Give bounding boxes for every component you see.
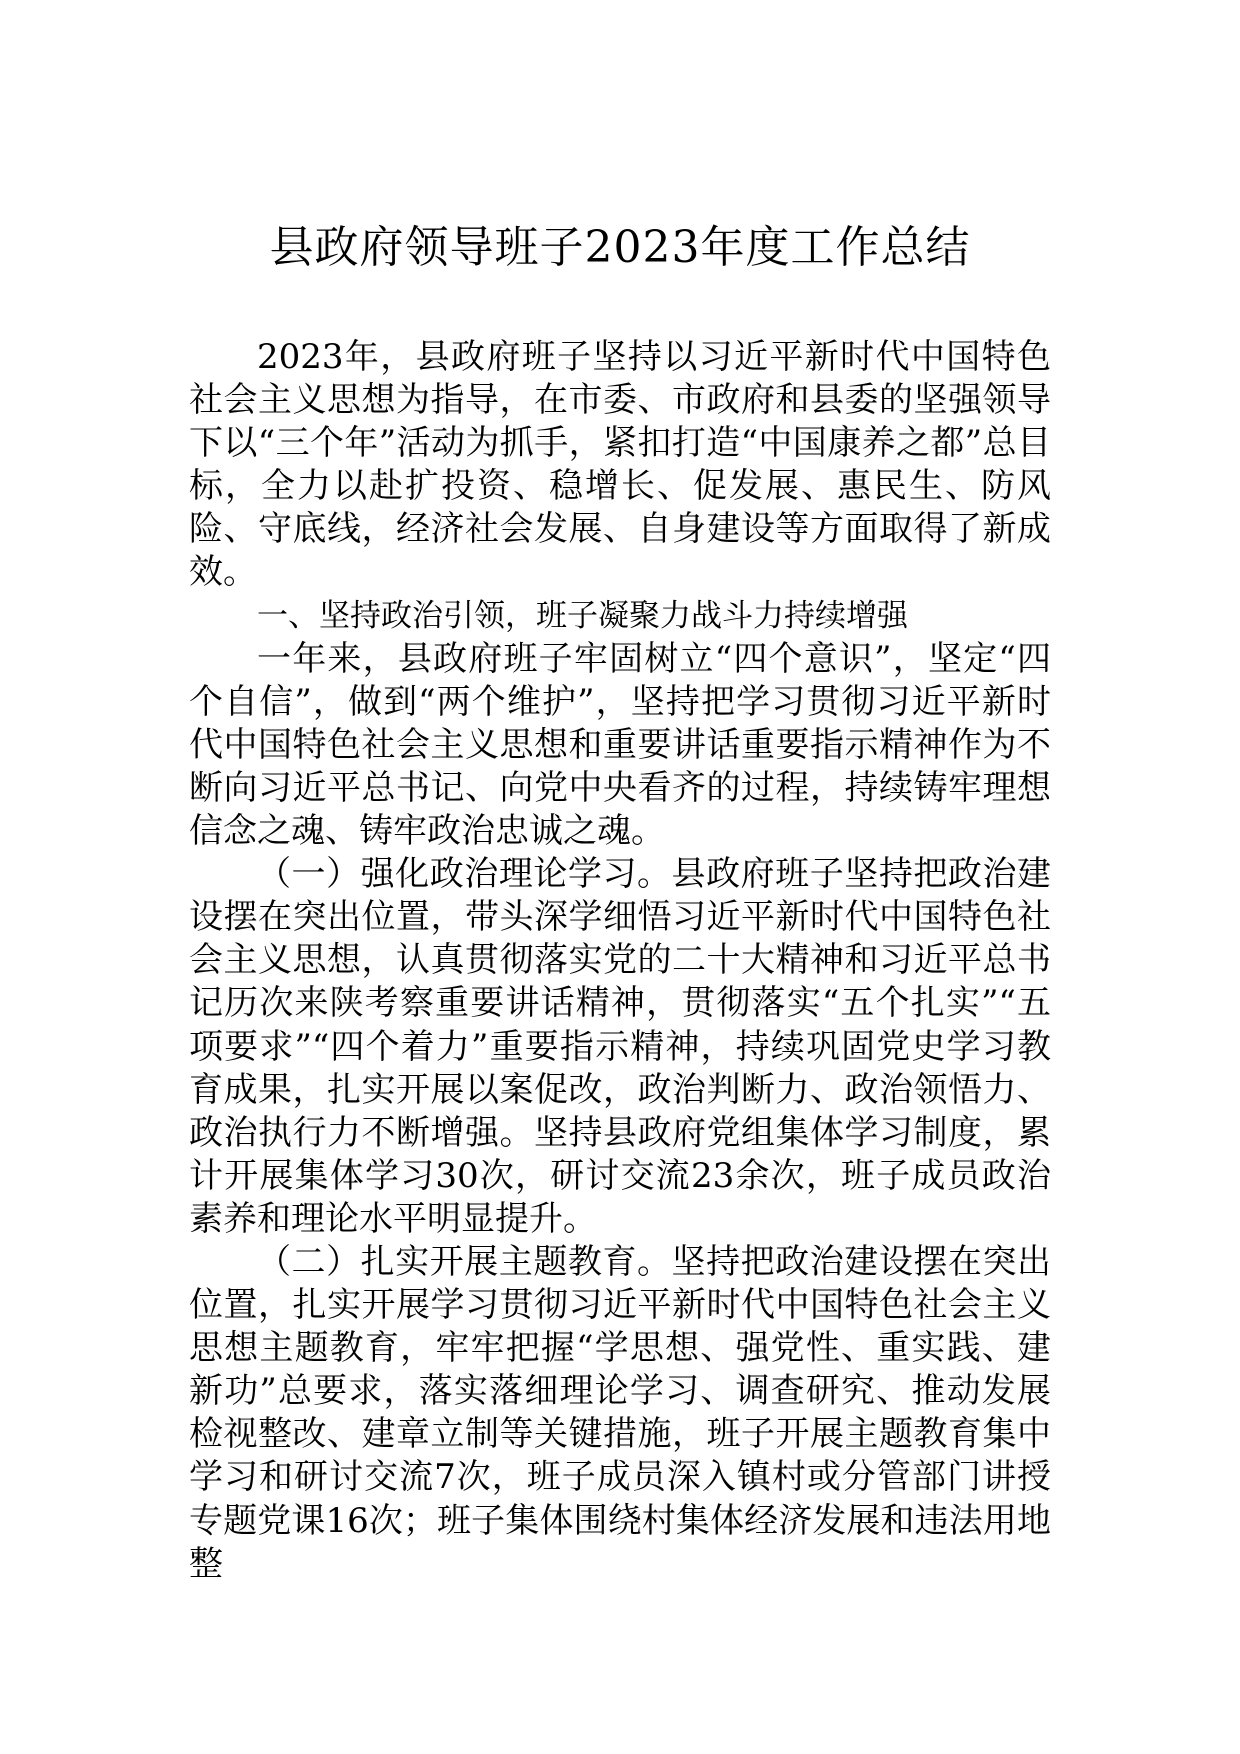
section-heading-1: 一、坚持政治引领，班子凝聚力战斗力持续增强	[257, 597, 908, 634]
document-title: 县政府领导班子2023年度工作总结	[269, 222, 971, 273]
subsection-1-paragraph: （一）强化政治理论学习。县政府班子坚持把政治建设摆在突出位置，带头深学细悟习近平新时代中国特色社会主义思想，认真贯彻落实党的二十大精神和习近平总书记历次来陕考察重要讲话精神，贯彻落实“五个扎实”“五项要求”“四个着力”重要指示精神，持续巩固党史学习教育成果，扎实开展以案促改，政治判断力、政治领悟力、政治执行力不断增强。坚持县政府党组集体学习制度，累计开展集体学习30次，研讨交流23余次，班子成员政治素养和理论水平明显提升。	[189, 854, 1051, 1239]
section-1-paragraph: 一年来，县政府班子牢固树立“四个意识”，坚定“四个自信”，做到“两个维护”，坚持把学习贯彻习近平新时代中国特色社会主义思想和重要讲话重要指示精神作为不断向习近平总书记、向党中央看齐的过程，持续铸牢理想信念之魂、铸牢政治忠诚之魂。	[189, 638, 1051, 852]
intro-paragraph: 2023年，县政府班子坚持以习近平新时代中国特色社会主义思想为指导，在市委、市政府和县委的坚强领导下以“三个年”活动为抓手，紧扣打造“中国康养之都”总目标，全力以赴扩投资、稳增长、促发展、惠民生、防风险、守底线，经济社会发展、自身建设等方面取得了新成效。	[189, 337, 1051, 593]
document-body	[189, 336, 1051, 1586]
subsection-2-paragraph: （二）扎实开展主题教育。坚持把政治建设摆在突出位置，扎实开展学习贯彻习近平新时代中国特色社会主义思想主题教育，牢牢把握“学思想、强党性、重实践、建新功”总要求，落实落细理论学习、调查研究、推动发展检视整改、建章立制等关键措施，班子开展主题教育集中学习和研讨交流7次，班子成员深入镇村或分管部门讲授专题党课16次；班子集体围绕村集体经济发展和违法用地整	[189, 1241, 1051, 1584]
